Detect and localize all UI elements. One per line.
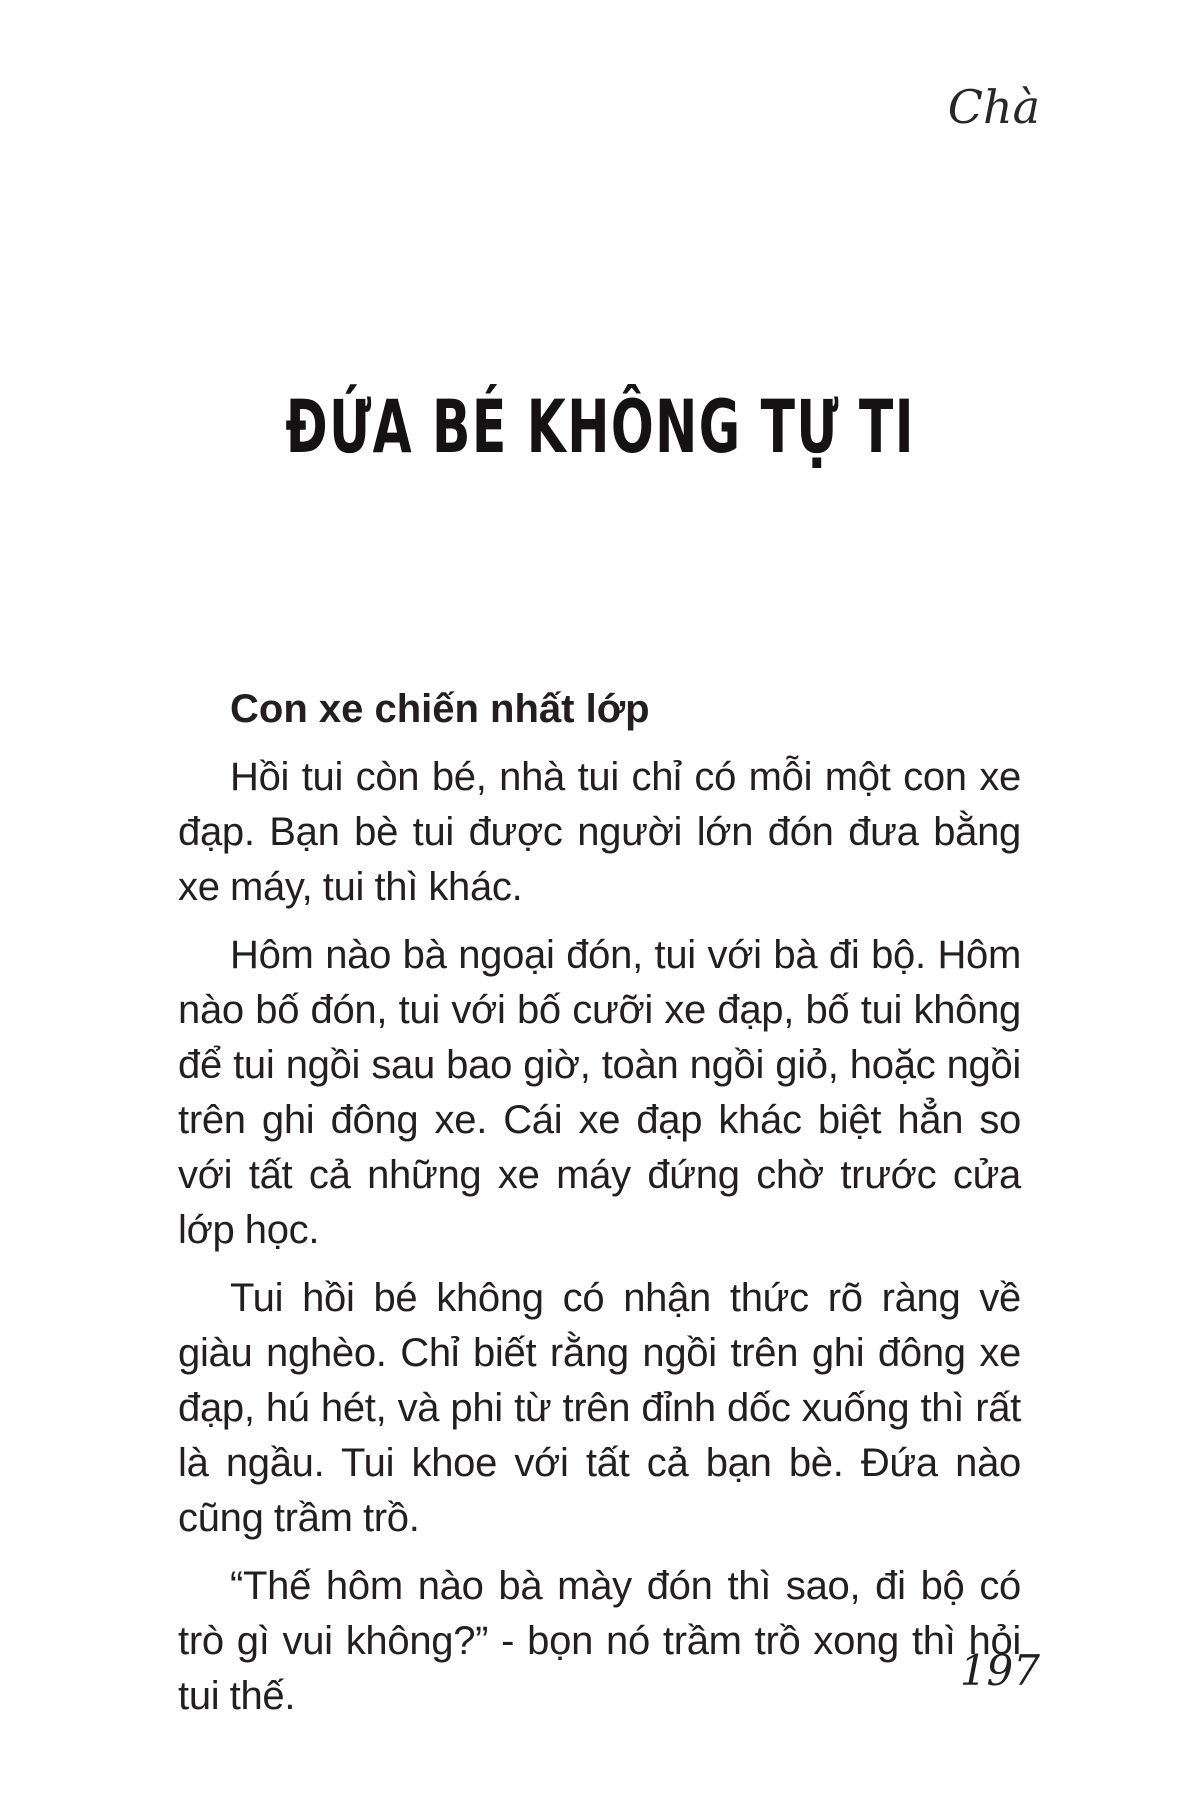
paragraph-2: Hôm nào bà ngoại đón, tui với bà đi bộ. Hôm nào bố đón, tui với bố cưỡi xe đạp, bố tui không để tui ngồi sau bao giờ, toàn ngồi giỏ, hoặc ngồi trên ghi đông xe. Cái xe đạp khác biệt hẳn so với tất cả những xe máy đứng chờ trước cửa lớp học. [178,933,1021,1252]
chapter-title-text: ĐỨA BÉ KHÔNG TỰ TI [285,384,915,470]
paragraph-4: “Thế hôm nào bà mày đón thì sao, đi bộ có trò gì vui không?” - bọn nó trầm trồ xong thì hỏi tui thế. [178,1564,1021,1718]
body-text-block [178,682,1021,1724]
chapter-title [0,384,1200,470]
paragraph-3: Tui hồi bé không có nhận thức rõ ràng về giàu nghèo. Chỉ biết rằng ngồi trên ghi đông xe đạp, hú hét, và phi từ trên đỉnh dốc xuống thì rất là ngầu. Tui khoe với tất cả bạn bè. Đứa nào cũng trầm trồ. [178,1276,1021,1540]
page-number: 197 [959,1646,1040,1695]
running-header: Chà [947,80,1040,134]
paragraph-1: Hồi tui còn bé, nhà tui chỉ có mỗi một con xe đạp. Bạn bè tui được người lớn đón đưa bằng xe máy, tui thì khác. [178,755,1021,909]
section-heading: Con xe chiến nhất lớp [230,687,650,731]
